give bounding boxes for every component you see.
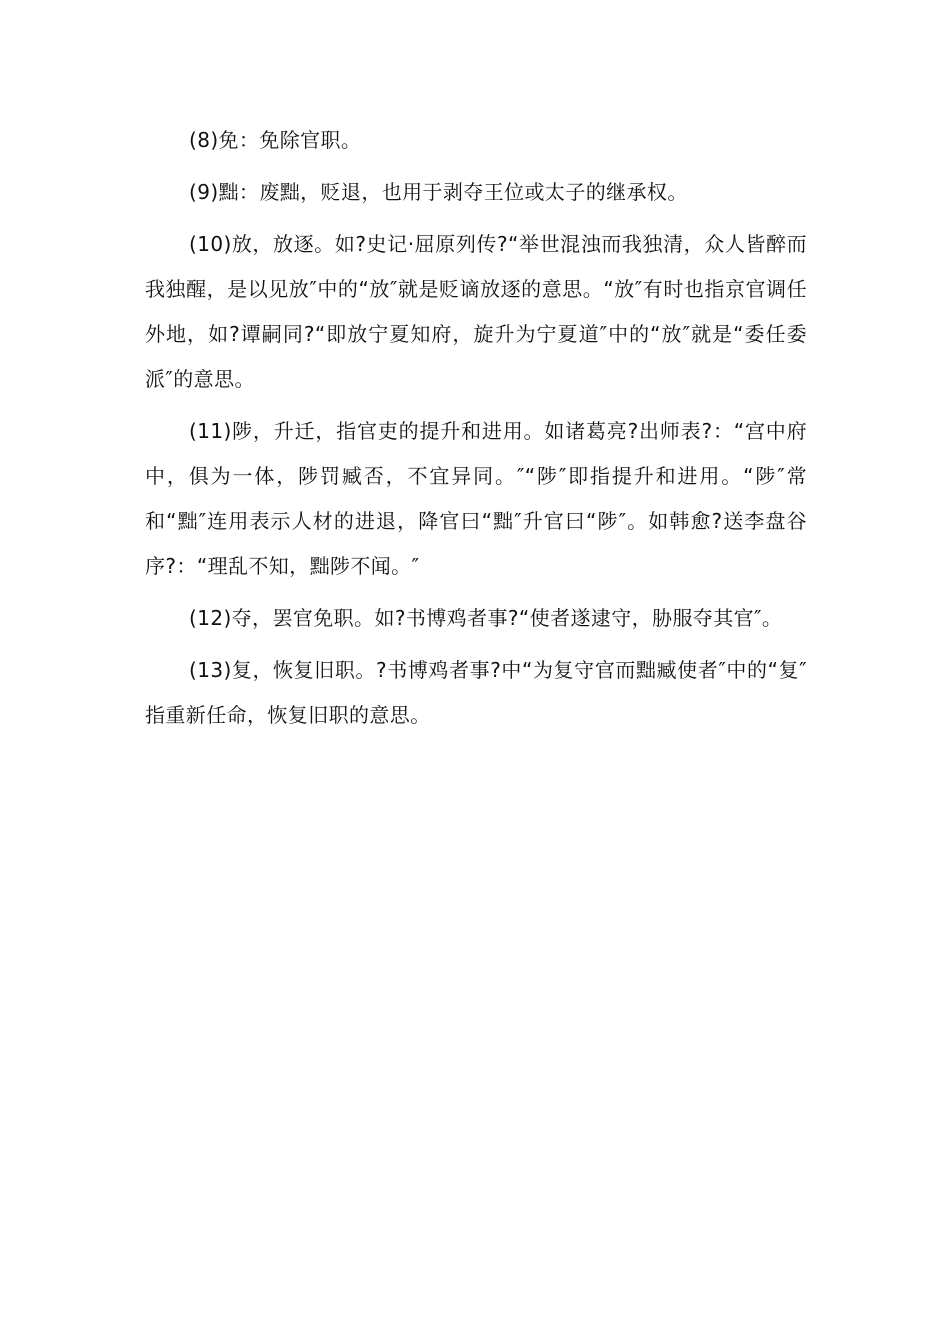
- paragraph-9: (9)黜：废黜，贬退，也用于剥夺王位或太子的继承权。: [189, 180, 688, 204]
- paragraph-12: (12)夺，罢官免职。如?书博鸡者事?“使者遂逮守，胁服夺其官″。: [189, 606, 783, 630]
- paragraph-10: (10)放，放逐。如?史记·屈原列传?“举世混浊而我独清，众人皆醉而我独醒，是以见放″中的“放″就是贬谪放逐的意思。“放″有时也指京官调任外地，如?谭嗣同?“即放宁夏知府，旋升为宁夏道″中的“放″就是“委任委派″的意思。: [145, 232, 807, 391]
- paragraph-13: (13)复，恢复旧职。?书博鸡者事?中“为复守官而黜臧使者″中的“复″指重新任命，恢复旧职的意思。: [145, 658, 807, 727]
- document-body: [145, 118, 807, 745]
- paragraph-11: (11)陟，升迁，指官吏的提升和进用。如诸葛亮?出师表?：“宫中府中，俱为一体，陟罚臧否，不宜异同。″“陟″即指提升和进用。“陟″常和“黜″连用表示人材的进退，降官曰“黜″升官曰“陟″。如韩愈?送李盘谷序?：“理乱不知，黜陟不闻。″: [145, 419, 807, 578]
- paragraph-8: (8)免：免除官职。: [189, 128, 362, 152]
